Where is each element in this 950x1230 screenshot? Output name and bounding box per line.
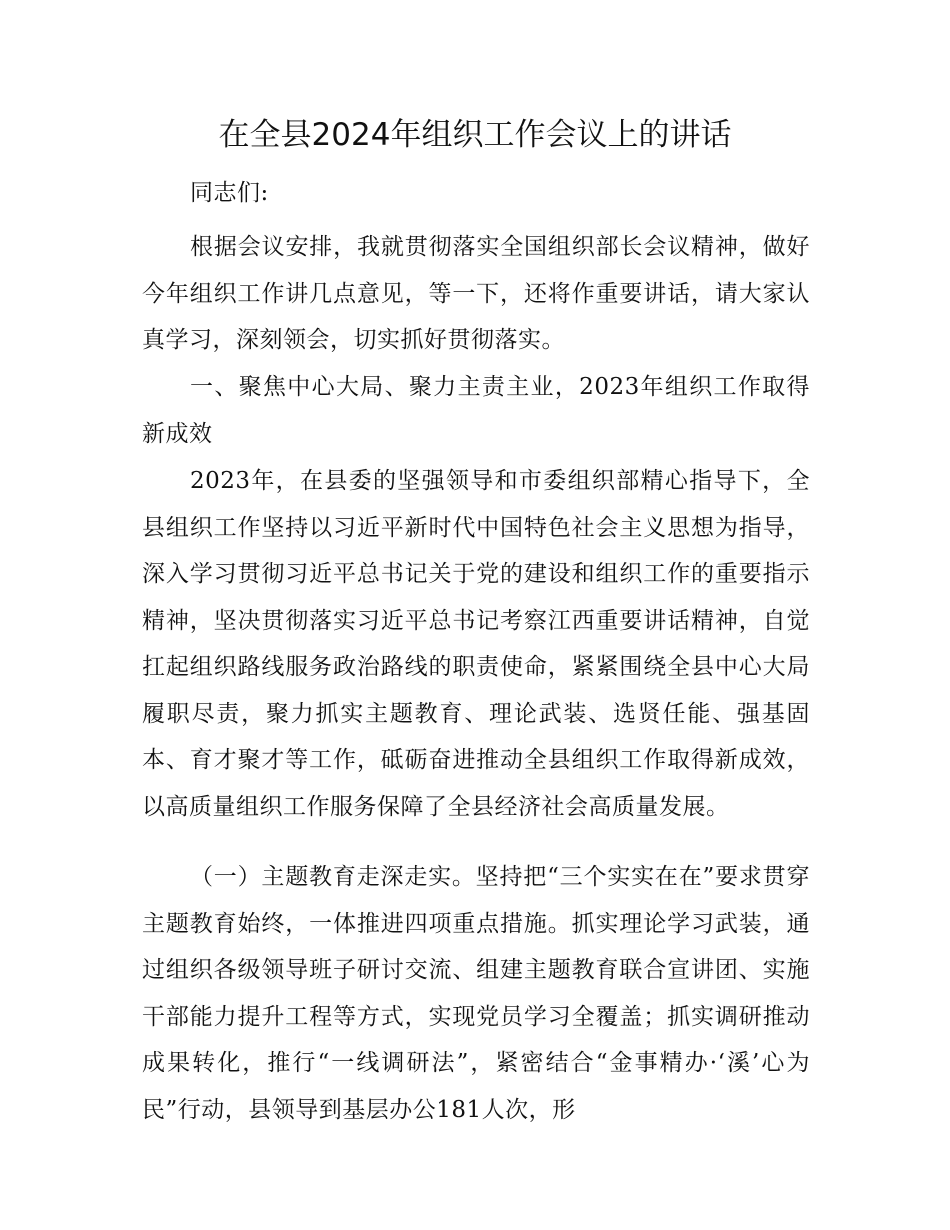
document-title: 在全县2024年组织工作会议上的讲话 [218,117,732,153]
paragraph-theme-education: （一）主题教育走深走实。坚持把“三个实实在在”要求贯穿主题教育始终，一体推进四项重点措施。抓实理论学习武装，通过组织各级领导班子研讨交流、组建主题教育联合宣讲团、实施干部能力提升工程等方式，实现党员学习全覆盖；抓实调研推动成果转化，推行“一线调研法”，紧密结合“金事精办·‘溪’心为民”行动，县领导到基层办公181人次，形 [142,864,810,1123]
paragraph-intro: 根据会议安排，我就贯彻落实全国组织部长会议精神，做好今年组织工作讲几点意见，等一下，还将作重要讲话，请大家认真学习，深刻领会，切实抓好贯彻落实。 [142,234,810,353]
paragraph-2023-summary: 2023年，在县委的坚强领导和市委组织部精心指导下，全县组织工作坚持以习近平新时代中国特色社会主义思想为指导，深入学习贯彻习近平总书记关于党的建设和组织工作的重要指示精神，坚决贯彻落实习近平总书记考察江西重要讲话精神，自觉扛起组织路线服务政治路线的职责使命，紧紧围绕全县中心大局履职尽责，聚力抓实主题教育、理论武装、选贤任能、强基固本、育才聚才等工作，砥砺奋进推动全县组织工作取得新成效，以高质量组织工作服务保障了全县经济社会高质量发展。 [142,468,810,820]
salutation: 同志们: [190,180,269,206]
section-heading-one: 一、聚焦中心大局、聚力主责主业，2023年组织工作取得新成效 [142,374,810,447]
